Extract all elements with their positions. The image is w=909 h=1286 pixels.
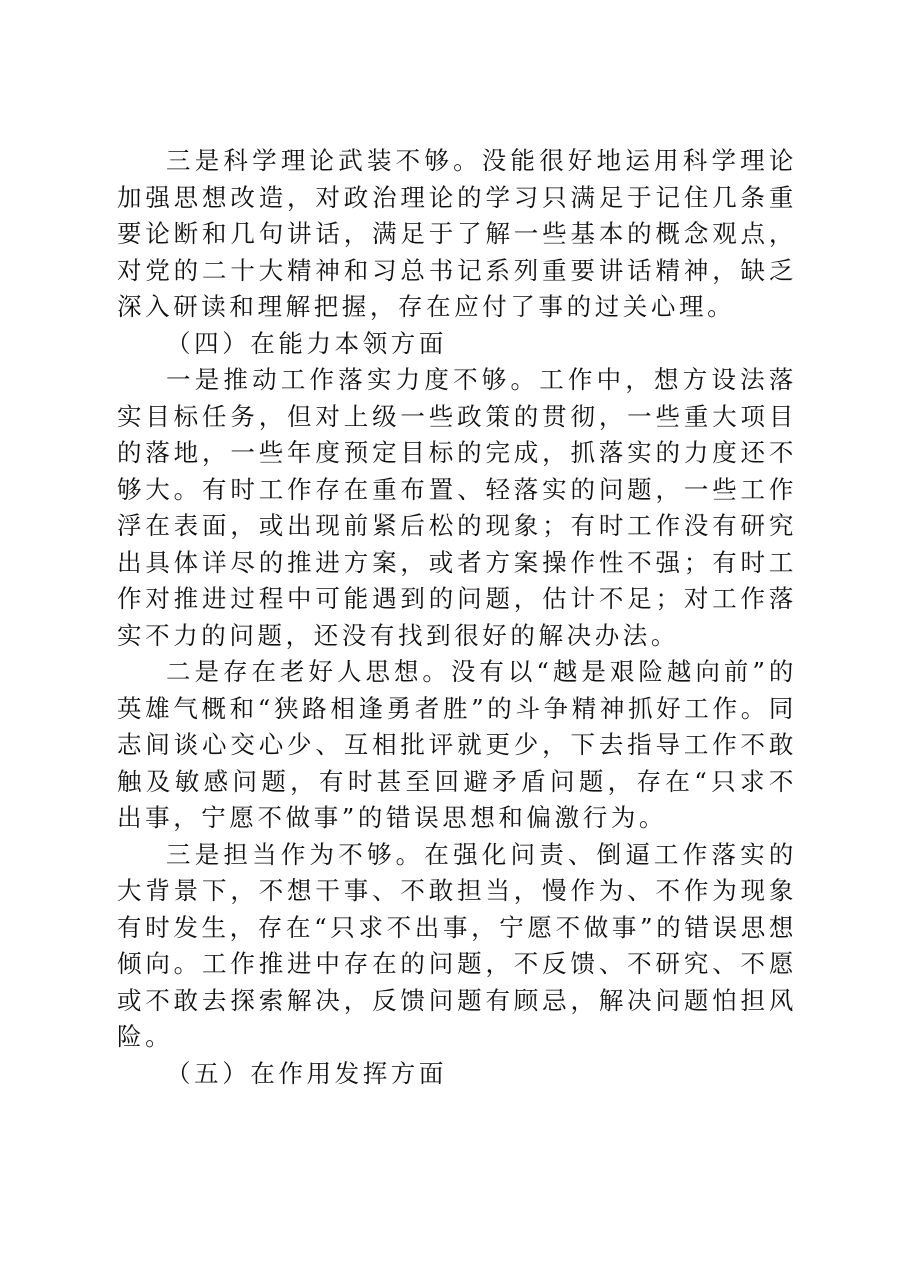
document-body	[117, 143, 797, 1092]
paragraph-nice-guy-mindset: 二是存在老好人思想。没有以“越是艰险越向前”的英雄气概和“狭路相逢勇者胜”的斗争精神抓好工作。同志间谈心交心少、互相批评就更少，下去指导工作不敢触及敏感问题，有时甚至回避矛盾问题，存在“只求不出事，宁愿不做事”的错误思想和偏激行为。	[117, 657, 797, 832]
paragraph-theory-study: 三是科学理论武装不够。没能很好地运用科学理论加强思想改造，对政治理论的学习只满足于记住几条重要论断和几句讲话，满足于了解一些基本的概念观点，对党的二十大精神和习总书记系列重要讲话精神，缺乏深入研读和理解把握，存在应付了事的过关心理。	[117, 146, 797, 321]
section-heading-role: （五）在作用发挥方面	[166, 1058, 447, 1088]
paragraph-implementation: 一是推动工作落实力度不够。工作中，想方设法落实目标任务，但对上级一些政策的贯彻，一些重大项目的落地，一些年度预定目标的完成，抓落实的力度还不够大。有时工作存在重布置、轻落实的问题，一些工作浮在表面，或出现前紧后松的现象；有时工作没有研究出具体详尽的推进方案，或者方案操作性不强；有时工作对推进过程中可能遇到的问题，估计不足；对工作落实不力的问题，还没有找到很好的解决办法。	[117, 365, 797, 650]
section-heading-ability: （四）在能力本领方面	[166, 328, 447, 358]
paragraph-responsibility: 三是担当作为不够。在强化问责、倒逼工作落实的大背景下，不想干事、不敢担当，慢作为、不作为现象有时发生，存在“只求不出事，宁愿不做事”的错误思想倾向。工作推进中存在的问题，不反馈、不研究、不愿或不敢去探索解决，反馈问题有顾忌，解决问题怕担风险。	[117, 839, 797, 1051]
